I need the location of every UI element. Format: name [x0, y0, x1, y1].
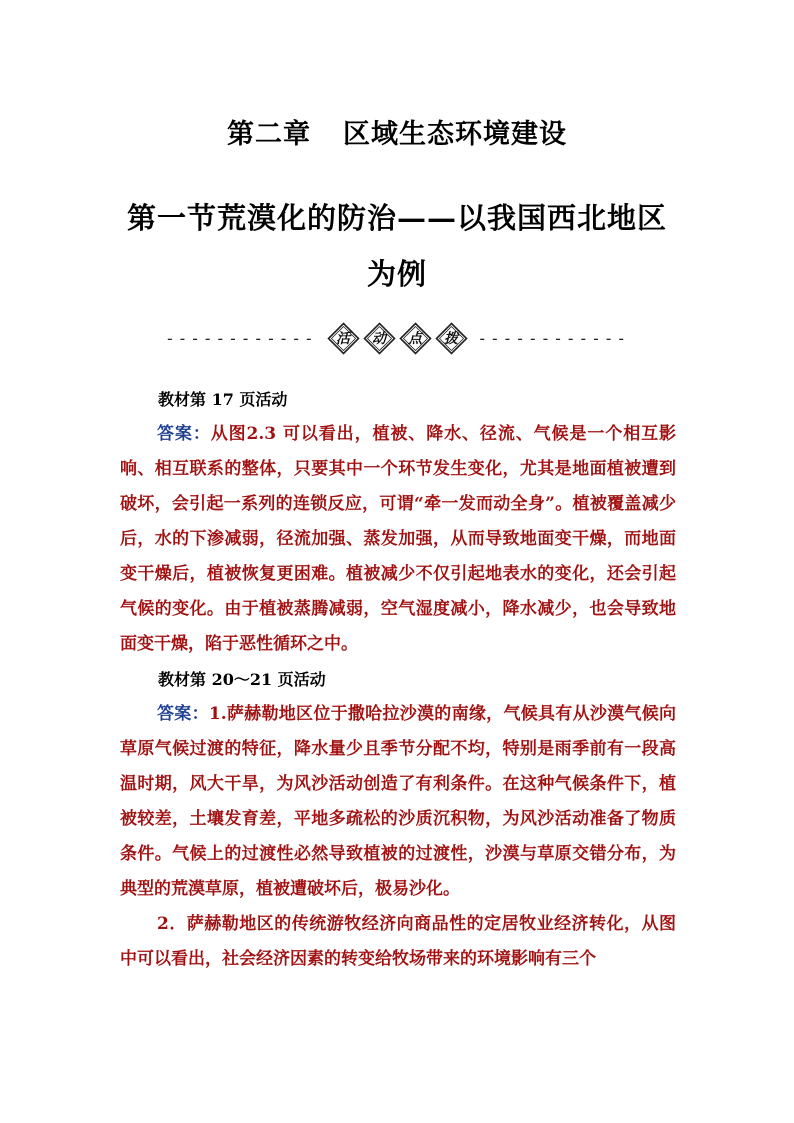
badge-char: 活 [336, 331, 350, 347]
banner-right-dashes: ------------ [477, 328, 629, 348]
chapter-number: 第二章 [227, 119, 311, 150]
answer-paragraph [120, 697, 676, 907]
banner-left-dashes: ------------ [165, 328, 317, 348]
banner-badge [363, 322, 396, 355]
answer-label: 答案： [157, 424, 211, 444]
badge-char: 动 [372, 331, 386, 347]
block-heading: 教材第 17 页活动 [158, 390, 288, 409]
block-heading: 教材第 20～21 页活动 [158, 670, 326, 689]
chapter-name: 区域生态环境建设 [343, 119, 567, 150]
banner-badges [327, 322, 468, 355]
badge-char: 拨 [444, 331, 458, 347]
chapter-title [0, 112, 794, 151]
answer-text: 1.萨赫勒地区位于撒哈拉沙漠的南缘，气候具有从沙漠气候向草原气候过渡的特征，降水量少且季节分配不均，特别是雨季前有一段高温时期，风大干旱，为风沙活动创造了有利条件。在这种气候条件下，植被较差，土壤发育差，平地多疏松的沙质沉积物，为风沙活动准备了物质条件。气候上的过渡性必然导致植被的过渡性，沙漠与草原交错分布，为典型的荒漠草原，植被遭破坏后，极易沙化。 [120, 704, 677, 899]
activity-banner [165, 320, 629, 356]
answer-paragraph [120, 417, 676, 662]
section-title: 第一节荒漠化的防治——以我国西北地区为例 [126, 201, 667, 291]
answer-label: 答案： [157, 704, 209, 724]
answer-paragraph-2: 2．萨赫勒地区的传统游牧经济向商品性的定居牧业经济转化，从图中可以看出，社会经济因素的转变给牧场带来的环境影响有三个 [120, 914, 676, 969]
badge-char: 点 [408, 331, 422, 347]
banner-badge [327, 322, 360, 355]
banner-badge [435, 322, 468, 355]
banner-badge [399, 322, 432, 355]
content-body [120, 382, 676, 977]
answer-text: 从图2.3 可以看出，植被、降水、径流、气候是一个相互影响、相互联系的整体，只要其中一个环节发生变化，尤其是地面植被遭到破坏，会引起一系列的连锁反应，可谓“牵一发而动全身”。植被覆盖减少后，水的下渗减弱，径流加强、蒸发加强，从而导致地面变干燥，而地面变干燥后，植被恢复更困难。植被减少不仅引起地表水的变化，还会引起气候的变化。由于植被蒸腾减弱，空气湿度减小，降水减少，也会导致地面变干燥，陷于恶性循环之中。 [120, 424, 677, 654]
